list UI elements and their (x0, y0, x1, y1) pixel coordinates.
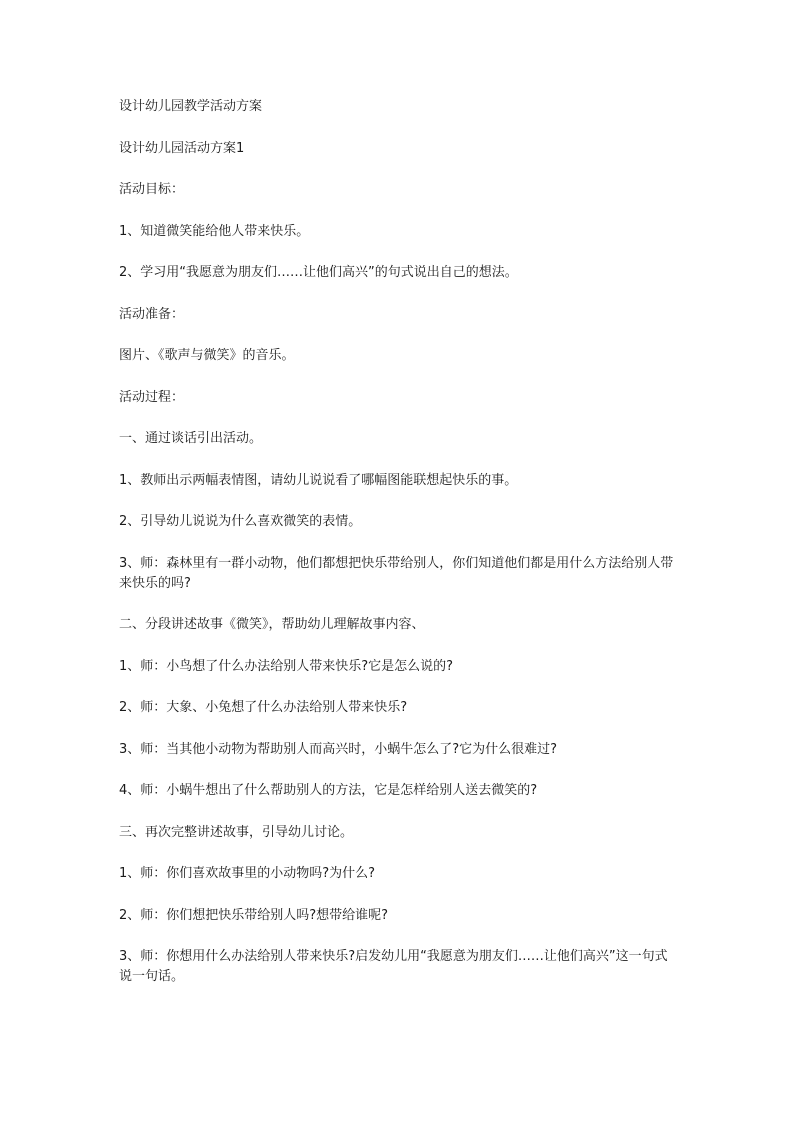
goal-item: 2、学习用“我愿意为朋友们……让他们高兴”的句式说出自己的想法。 (119, 265, 518, 280)
process-item: 3、师：当其他小动物为帮助别人而高兴时，小蜗牛怎么了?它为什么很难过? (119, 741, 558, 757)
process-item: 2、师：你们想把快乐带给别人吗?想带给谁呢? (119, 907, 389, 923)
subheading-preparation: 活动准备： (119, 306, 185, 322)
document-title: 设计幼儿园教学活动方案 (119, 99, 263, 114)
process-item: 2、引导幼儿说说为什么喜欢微笑的表情。 (119, 514, 362, 529)
process-item: 3、师：你想用什么办法给别人带来快乐?启发幼儿用“我愿意为朋友们……让他们高兴”这一句式说一句话。 (119, 949, 668, 984)
section-heading: 设计幼儿园活动方案1 (119, 140, 245, 156)
document-body (119, 97, 679, 1009)
process-item: 1、教师出示两幅表情图，请幼儿说说看了哪幅图能联想起快乐的事。 (119, 472, 518, 488)
process-item: 3、师：森林里有一群小动物，他们都想把快乐带给别人，你们知道他们都是用什么方法给别人带来快乐的吗? (119, 555, 674, 591)
process-item: 4、师：小蜗牛想出了什么帮助别人的方法，它是怎样给别人送去微笑的? (119, 783, 538, 798)
process-item: 1、师：你们喜欢故事里的小动物吗?为什么? (119, 866, 376, 881)
process-item: 2、师：大象、小兔想了什么办法给别人带来快乐? (119, 700, 408, 715)
preparation-text: 图片、《歌声与微笑》的音乐。 (119, 348, 295, 363)
process-step-heading: 三、再次完整讲述故事，引导幼儿讨论。 (119, 824, 354, 840)
subheading-process: 活动过程： (119, 389, 185, 405)
process-step-heading: 一、通过谈话引出活动。 (119, 431, 263, 446)
process-step-heading: 二、分段讲述故事《微笑》，帮助幼儿理解故事内容、 (119, 617, 425, 632)
goal-item: 1、知道微笑能给他人带来快乐。 (119, 223, 310, 239)
subheading-goals: 活动目标： (119, 182, 185, 197)
process-item: 1、师：小鸟想了什么办法给别人带来快乐?它是怎么说的? (119, 658, 454, 674)
